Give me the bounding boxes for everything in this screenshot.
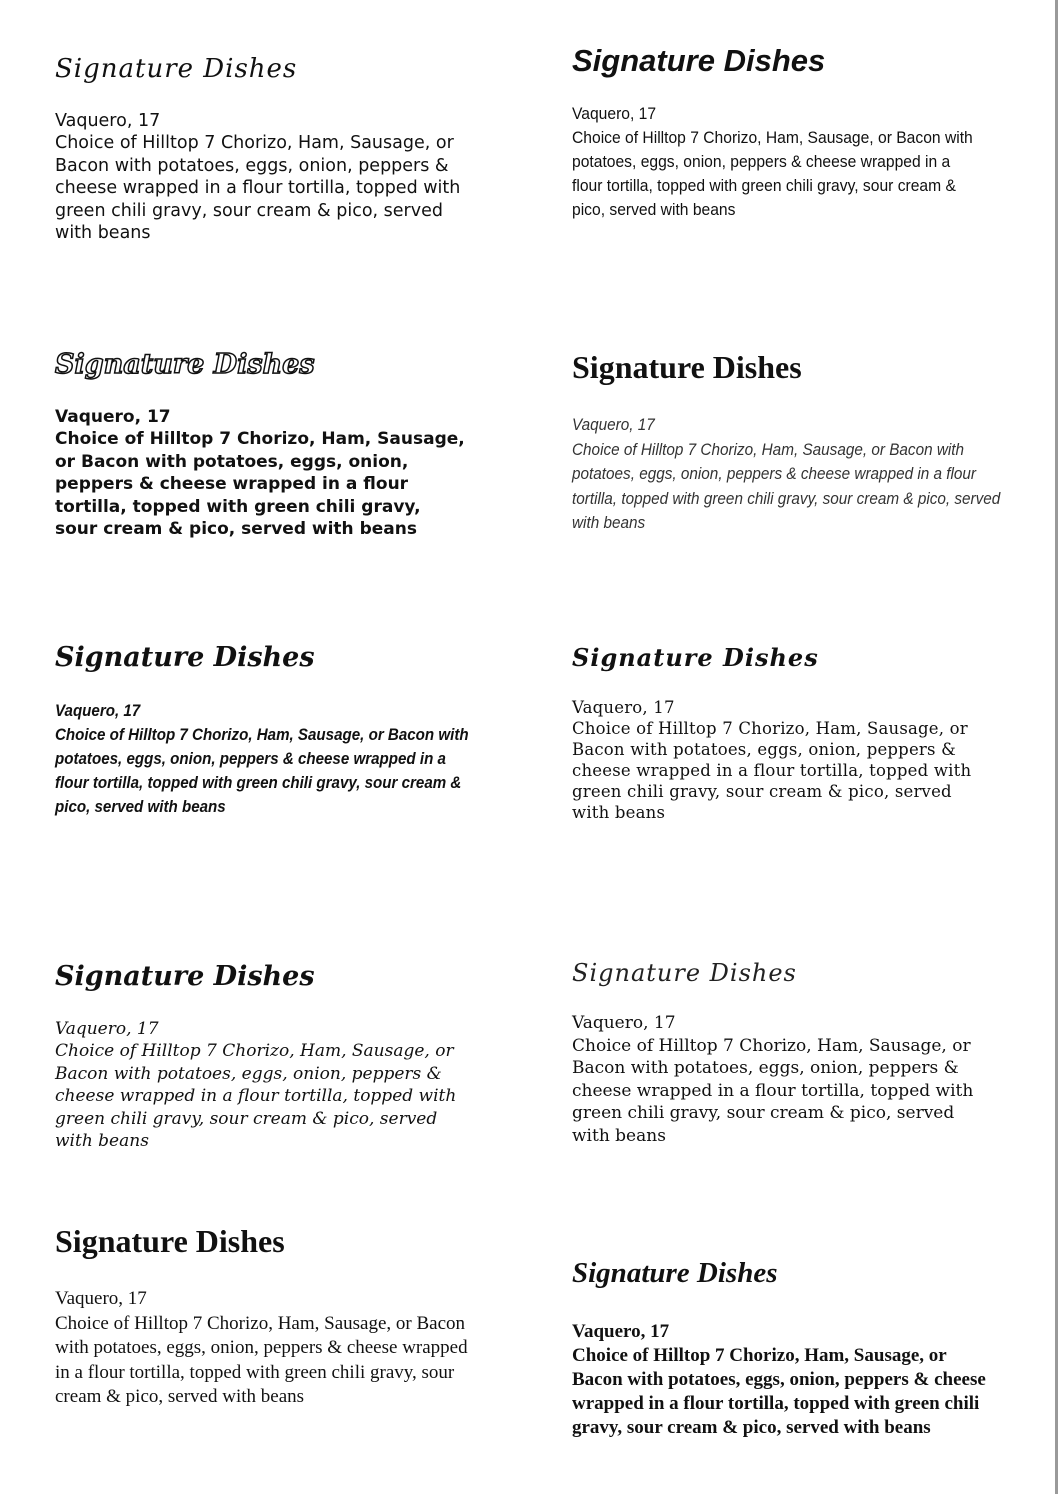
menu-item <box>572 413 1002 536</box>
menu-item-description: Choice of Hilltop 7 Chorizo, Ham, Sausage, or Bacon with potatoes, eggs, onion, peppers & cheese wrapped in a flour tortilla, topped with green chili gravy, sour cream & pico, served with beans <box>572 1344 986 1438</box>
menu-item-description: Choice of Hilltop 7 Chorizo, Ham, Sausage, or Bacon with potatoes, eggs, onion, peppers & cheese wrapped in a flour tortilla, topped with green chili gravy, sour cream & pico, served with beans <box>55 133 461 244</box>
section-title: Signature Dishes <box>572 643 819 672</box>
menu-section-2 <box>572 44 982 222</box>
menu-section-9 <box>55 1224 485 1410</box>
menu-section-5 <box>55 643 485 819</box>
menu-item-description: Choice of Hilltop 7 Chorizo, Ham, Sausage, or Bacon with potatoes, eggs, onion, peppers & cheese wrapped in a flour tortilla, topped with green chili gravy, sour cream & pico, served with beans <box>55 1041 457 1152</box>
menu-item-name-price: Vaquero, 17 <box>572 415 655 435</box>
menu-section-7 <box>55 962 475 1153</box>
menu-item <box>55 406 465 541</box>
menu-item-name-price: Vaquero, 17 <box>55 1018 159 1039</box>
section-title: Signature Dishes <box>55 961 315 992</box>
section-title: Signature Dishes <box>55 54 298 84</box>
menu-item <box>572 1012 992 1147</box>
section-title: Signature Dishes <box>572 43 826 78</box>
menu-item-description: Choice of Hilltop 7 Chorizo, Ham, Sausage, or Bacon with potatoes, eggs, onion, peppers & cheese wrapped in a flour tortilla, topped with green chili gravy, sour cream & pico, served with beans <box>572 128 973 220</box>
section-title: Signature Dishes <box>55 1223 285 1259</box>
menu-section-6 <box>572 645 992 823</box>
section-title: Signature Dishes <box>572 1257 778 1289</box>
menu-item <box>55 1018 475 1153</box>
section-title: Signature Dishes <box>55 349 315 380</box>
section-title: Signature Dishes <box>55 642 315 673</box>
menu-item-name-price: Vaquero, 17 <box>572 698 675 718</box>
menu-item <box>55 1287 485 1410</box>
menu-item-name-price: Vaquero, 17 <box>55 110 161 131</box>
menu-item-name-price: Vaquero, 17 <box>55 700 141 720</box>
menu-section-10 <box>572 1258 997 1440</box>
menu-item-description: Choice of Hilltop 7 Chorizo, Ham, Sausage, or Bacon with potatoes, eggs, onion, peppers & cheese wrapped in a flour tortilla, topped with green chili gravy, sour cream & pico, served with beans <box>572 439 1001 533</box>
menu-item <box>55 699 473 819</box>
menu-item <box>572 1320 997 1440</box>
section-title: Signature Dishes <box>572 959 797 987</box>
menu-item <box>55 110 483 245</box>
menu-item-description: Choice of Hilltop 7 Chorizo, Ham, Sausage, or Bacon with potatoes, eggs, onion, peppers & cheese wrapped in a flour tortilla, topped with green chili gravy, sour cream & pico, served with beans <box>572 1035 974 1146</box>
menu-item-description: Choice of Hilltop 7 Chorizo, Ham, Sausage, or Bacon with potatoes, eggs, onion, peppers & cheese wrapped in a flour tortilla, topped with green chili gravy, sour cream & pico, served with beans <box>55 1312 468 1408</box>
menu-item <box>572 102 977 222</box>
section-title: Signature Dishes <box>572 349 802 385</box>
menu-section-4 <box>572 350 1002 536</box>
menu-item-name-price: Vaquero, 17 <box>55 406 171 427</box>
menu-item-description: Choice of Hilltop 7 Chorizo, Ham, Sausage, or Bacon with potatoes, eggs, onion, peppers & cheese wrapped in a flour tortilla, topped with green chili gravy, sour cream & pico, served with beans <box>55 429 465 540</box>
menu-item-name-price: Vaquero, 17 <box>572 104 657 124</box>
menu-section-1 <box>55 55 483 245</box>
menu-item-name-price: Vaquero, 17 <box>572 1013 676 1034</box>
menu-section-8 <box>572 960 992 1147</box>
menu-item <box>572 697 992 823</box>
menu-item-name-price: Vaquero, 17 <box>55 1288 147 1310</box>
menu-item-description: Choice of Hilltop 7 Chorizo, Ham, Sausage, or Bacon with potatoes, eggs, onion, peppers & cheese wrapped in a flour tortilla, topped with green chili gravy, sour cream & pico, served with beans <box>55 724 469 816</box>
menu-item-name-price: Vaquero, 17 <box>572 1320 670 1342</box>
menu-section-3 <box>55 350 465 541</box>
menu-item-description: Choice of Hilltop 7 Chorizo, Ham, Sausage, or Bacon with potatoes, eggs, onion, peppers & cheese wrapped in a flour tortilla, topped with green chili gravy, sour cream & pico, served with beans <box>572 719 972 823</box>
